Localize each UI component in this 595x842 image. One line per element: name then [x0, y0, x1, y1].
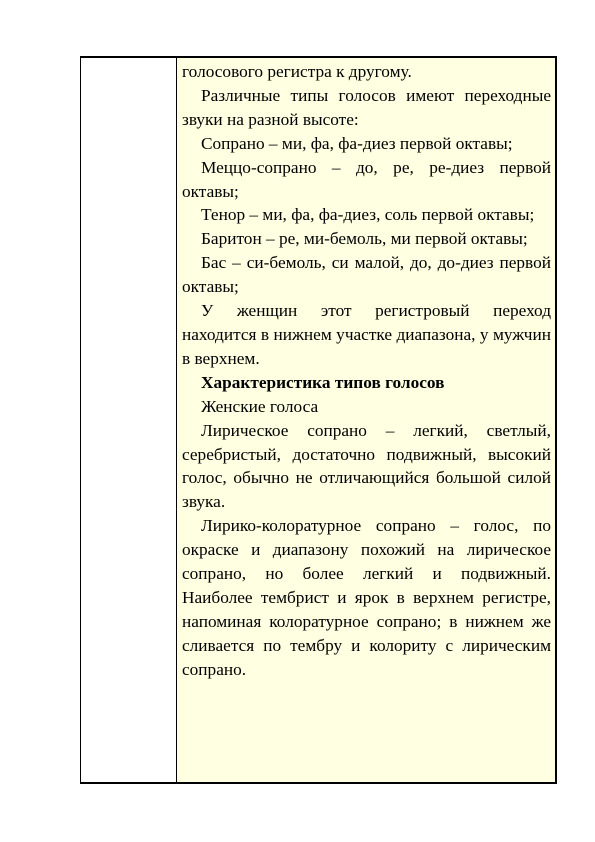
paragraph-lyric-coloratura: Лирико-колоратурное сопрано – голос, по окраске и диапазону похожий на лирическое сопрано, но более легкий и подвижный. Наиболее тембрист и ярок в верхнем регистре, напоминая колоратурное сопрано; в нижнем же сливается по тембру и колориту с лирическим сопрано.: [182, 516, 551, 679]
paragraph-transition: У женщин этот регистровый переход находится в нижнем участке диапазона, у мужчин в верхнем.: [182, 301, 551, 368]
paragraph-bass: Бас – си-бемоль, си малой, до, до-диез первой октавы;: [182, 253, 551, 297]
paragraph-intro: Различные типы голосов имеют переходные звуки на разной высоте:: [182, 85, 551, 129]
paragraph-lyric-soprano: Лирическое сопрано – легкий, светлый, серебристый, достаточно подвижный, высокий голос, обычно не отличающийся большой силой звука.: [182, 420, 551, 512]
paragraph-continuation: голосового регистра к другому.: [182, 62, 412, 81]
table-right-cell: [177, 58, 555, 782]
table-left-cell: [81, 58, 177, 782]
subsection-heading: Женские голоса: [201, 396, 319, 416]
content-table: [80, 56, 557, 784]
paragraph-tenor: Тенор – ми, фа, фа-диез, соль первой октавы;: [201, 205, 535, 225]
paragraph-soprano: Сопрано – ми, фа, фа-диез первой октавы;: [201, 133, 513, 153]
paragraph-mezzo: Меццо-сопрано – до, ре, ре-диез первой октавы;: [182, 157, 551, 201]
paragraph-baritone: Баритон – ре, ми-бемоль, ми первой октавы;: [201, 229, 528, 249]
section-heading: Характеристика типов голосов: [201, 372, 445, 392]
